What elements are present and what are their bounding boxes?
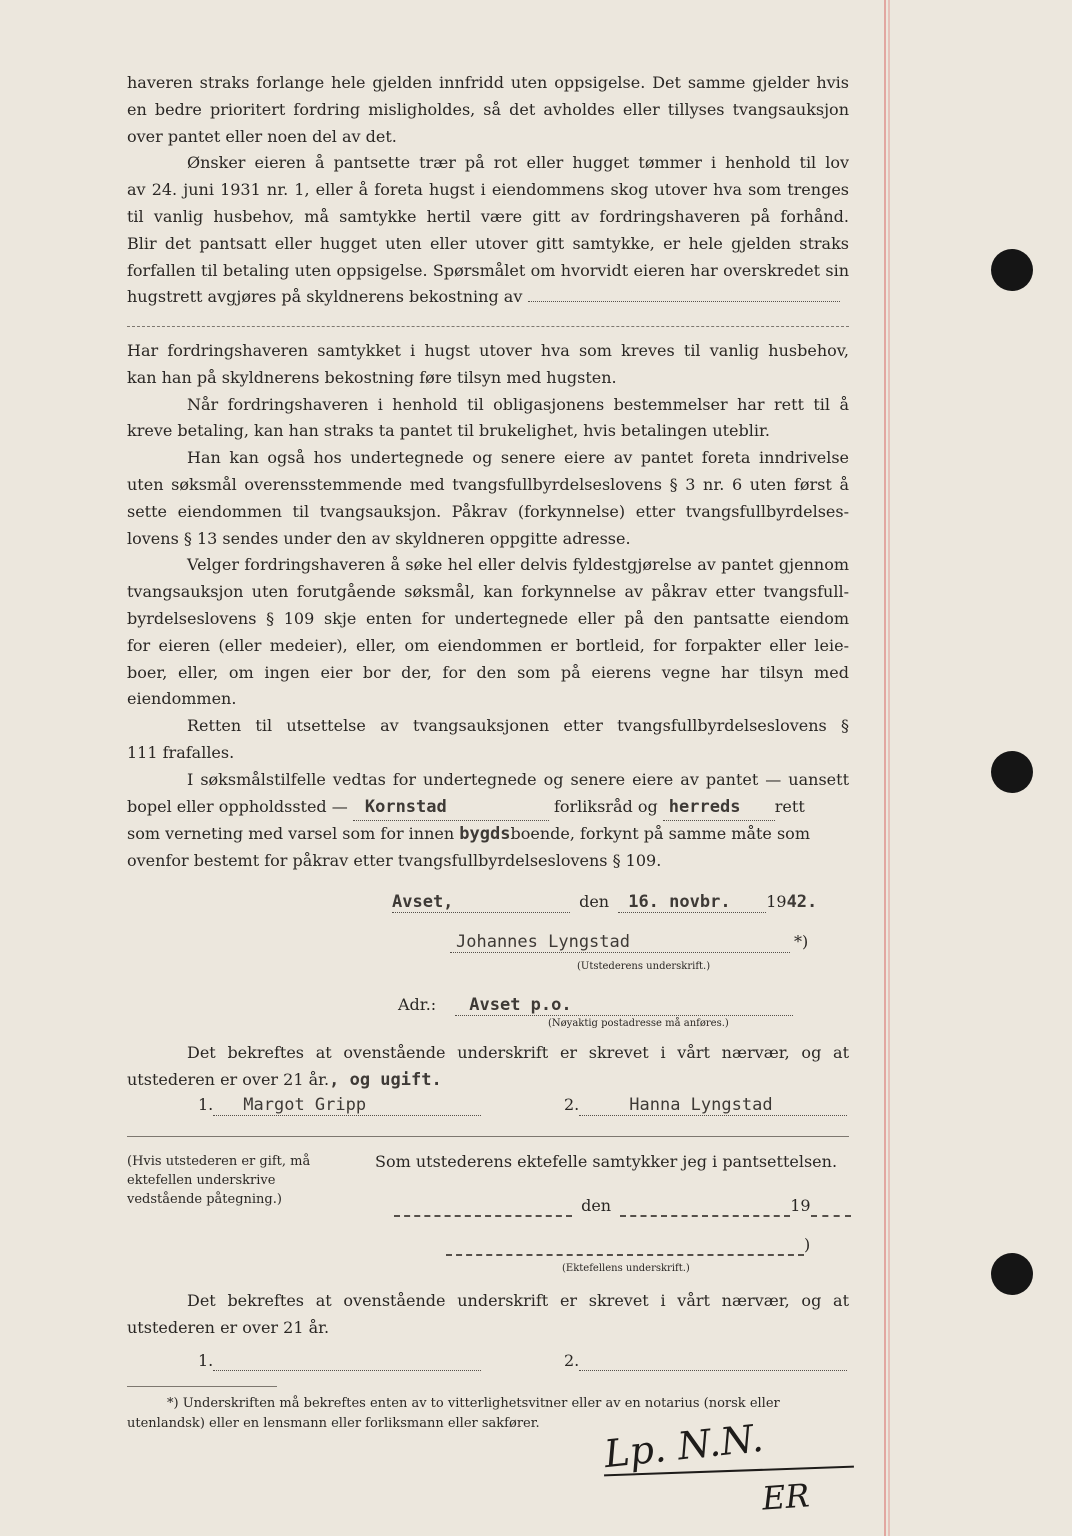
handwritten-initials-2: ER — [760, 1476, 811, 1518]
typed-place: Avset, — [392, 892, 454, 912]
spouse-signature-fill — [446, 1235, 804, 1256]
signature-caption: (Utstederens underskrift.) — [577, 961, 711, 972]
spouse-note: (Hvis utstederen er gift, må ektefellen underskrive vedstående påtegning.) — [127, 1154, 311, 1207]
typed-date: 16. novbr. — [628, 892, 731, 912]
text-line: Når fordringshaveren i henhold til obligasjonens bestemmelser har rett til å — [187, 394, 849, 414]
typed-address: Avset p.o. — [469, 995, 572, 1015]
witness-number: 1. — [198, 1351, 214, 1370]
text-line: Har fordringshaveren samtykket i hugst utover hva som kreves til vanlig husbehov, — [127, 341, 849, 360]
text-line — [127, 284, 849, 311]
signature-fill — [450, 932, 790, 953]
spouse-place-fill — [394, 1196, 572, 1217]
footnote-rule — [127, 1386, 277, 1387]
text-line: sette eiendommen til tvangsauksjon. Påkrav (forkynnelse) etter tvangsfullbyrdelses- — [127, 501, 849, 521]
text-line: forfallen til betaling uten oppsigelse. Spørsmålet om hvorvidt eieren har overskredet sin — [127, 260, 849, 280]
witness-block-2 — [127, 1288, 849, 1342]
witness-1-fill — [213, 1095, 481, 1116]
text-line: haveren straks forlange hele gjelden innfridd uten oppsigelse. Det samme gjelder hvis — [127, 73, 849, 92]
text-line: Blir det pantsatt eller hugget uten eller utover gitt samtykke, er hele gjelden straks — [127, 233, 849, 253]
witness-fill — [579, 1351, 847, 1371]
text-line: tvangsauksjon uten forutgående søksmål, kan forkynnelse av påkrav etter tvangsfull- — [127, 582, 849, 602]
witness-1-name: Margot Gripp — [243, 1095, 367, 1115]
witness-block-1 — [127, 1040, 849, 1094]
text-line: utstederen er over 21 år. — [127, 1317, 330, 1337]
text-line — [127, 821, 849, 848]
witness-2-2-line — [564, 1351, 847, 1371]
address-fill — [455, 995, 793, 1016]
witness-2-fill — [579, 1095, 847, 1116]
text-segment: boende, forkynt på samme måte som — [510, 824, 810, 844]
punch-hole-middle — [991, 751, 1033, 793]
blank-fill-line — [528, 301, 840, 302]
text-line: kan han på skyldnerens bekostning føre tilsyn med hugsten. — [127, 367, 617, 387]
witness-number: 1. — [198, 1095, 214, 1114]
text-line: av 24. juni 1931 nr. 1, eller å foreta hugst i eiendommens skog utover hva som trenges — [127, 180, 849, 200]
year-prefix: 19 — [790, 1196, 811, 1215]
spouse-date-line — [394, 1196, 851, 1217]
fill-court-place — [353, 794, 549, 822]
text-line: 111 frafalles. — [127, 742, 235, 762]
text-line: en bedre prioritert fordring misligholdes, så det avholdes eller tillyses tvangsauksjon — [127, 99, 849, 119]
text-block-middle — [127, 338, 849, 875]
text-line: Velger fordringshaveren å søke hel eller delvis fyldestgjørelse av pantet gjennom — [187, 555, 849, 575]
text-line: Han kan også hos undertegnede og senere eiere av pantet foreta inndrivelse — [187, 448, 849, 468]
punch-hole-bottom — [991, 1253, 1033, 1295]
fill-herreds — [663, 794, 775, 822]
year-prefix: 19 — [766, 892, 787, 911]
den-label: den — [581, 1196, 612, 1215]
text-segment: forliksråd og — [553, 796, 658, 816]
address-caption: (Nøyaktig postadresse må anføres.) — [548, 1018, 729, 1029]
den-label: den — [579, 892, 610, 911]
red-margin-line — [884, 0, 886, 1536]
text-segment: som verneting med varsel som for innen — [127, 824, 455, 844]
witness-1-line — [198, 1095, 481, 1116]
footnote-line: *) Underskriften må bekreftes enten av to vitterlighetsvitner eller av en notarius (norsk eller — [167, 1396, 780, 1411]
text-line: Det bekreftes at ovenstående underskrift er skrevet i vårt nærvær, og at — [187, 1291, 849, 1310]
typed-kornstad: Kornstad — [364, 796, 447, 817]
text-line: I søksmålstilfelle vedtas for undertegnede og senere eiere av pantet — uansett — [187, 769, 849, 789]
dashed-separator — [127, 326, 849, 327]
asterisk-mark: ) — [804, 1235, 811, 1254]
asterisk-mark: *) — [794, 932, 809, 951]
text-line — [127, 794, 849, 822]
text-segment: hugstrett avgjøres på skyldnerens bekostning av — [127, 287, 523, 307]
issuer-signature-line — [450, 932, 808, 953]
spouse-date-fill — [620, 1196, 790, 1217]
address-label: Adr.: — [398, 995, 437, 1014]
typed-herreds: herreds — [668, 796, 741, 817]
text-line: for eieren (eller medeier), eller, om eiendommen er bortleid, for forpakter eller leie- — [127, 635, 849, 655]
fill-date — [618, 892, 766, 913]
handwritten-initials-1: Lp. N.N. — [602, 1415, 766, 1477]
spouse-signature-line — [446, 1235, 810, 1256]
text-line: kreve betaling, kan han straks ta pantet til brukelighet, hvis betalingen uteblir. — [127, 421, 770, 441]
witness-number: 2. — [564, 1095, 580, 1114]
text-block-top — [127, 70, 849, 311]
typed-signature: Johannes Lyngstad — [456, 932, 630, 952]
witness-2-name: Hanna Lyngstad — [629, 1095, 773, 1115]
typed-year: 42. — [786, 892, 818, 912]
spouse-consent: Som utstederens ektefelle samtykker jeg i pantsettelsen. — [375, 1152, 838, 1171]
text-line: Det bekreftes at ovenstående underskrift er skrevet i vårt nærvær, og at — [187, 1043, 849, 1062]
text-line: boer, eller, om ingen eier bor der, for den som på eierens vegne har tilsyn med — [127, 662, 849, 682]
witness-2-1-line — [198, 1351, 481, 1371]
text-line: eiendommen. — [127, 689, 237, 709]
text-segment: bopel eller oppholdssted — — [127, 796, 348, 816]
red-margin-line-2 — [888, 0, 890, 1536]
text-line: til vanlig husbehov, må samtykke hertil være gitt av fordringshaveren på forhånd. — [127, 206, 849, 226]
text-line: ovenfor bestemt for påkrav etter tvangsfullbyrdelseslovens § 109. — [127, 851, 662, 871]
witness-number: 2. — [564, 1351, 580, 1370]
text-line: Retten til utsettelse av tvangsauksjonen etter tvangsfullbyrdelseslovens § — [187, 716, 849, 736]
fill-place — [392, 892, 570, 913]
typed-ugift: , og ugift. — [329, 1069, 442, 1090]
text-line: byrdelseslovens § 109 skje enten for undertegnede eller på den pantsatte eiendom — [127, 608, 849, 628]
witness-fill — [213, 1351, 481, 1371]
typed-bygds: bygds — [459, 824, 511, 845]
address-line — [398, 995, 793, 1016]
spouse-year-fill — [811, 1196, 851, 1217]
punch-hole-top — [991, 249, 1033, 291]
section-rule — [127, 1136, 849, 1137]
footnote-line: utenlandsk) eller en lensmann eller forliksmann eller sakfører. — [127, 1416, 540, 1431]
text-segment: rett — [774, 796, 805, 816]
date-line — [392, 892, 817, 913]
text-line — [127, 1067, 849, 1094]
text-segment: utstederen er over 21 år. — [127, 1069, 330, 1089]
text-line: uten søksmål overensstemmende med tvangsfullbyrdelseslovens § 3 nr. 6 uten først å — [127, 474, 849, 494]
witness-2-line — [564, 1095, 847, 1116]
text-line: over pantet eller noen del av det. — [127, 126, 397, 146]
text-line: Ønsker eieren å pantsette trær på rot eller hugget tømmer i henhold til lov — [187, 153, 849, 173]
text-line: lovens § 13 sendes under den av skyldneren oppgitte adresse. — [127, 528, 631, 548]
spouse-caption: (Ektefellens underskrift.) — [562, 1263, 690, 1274]
